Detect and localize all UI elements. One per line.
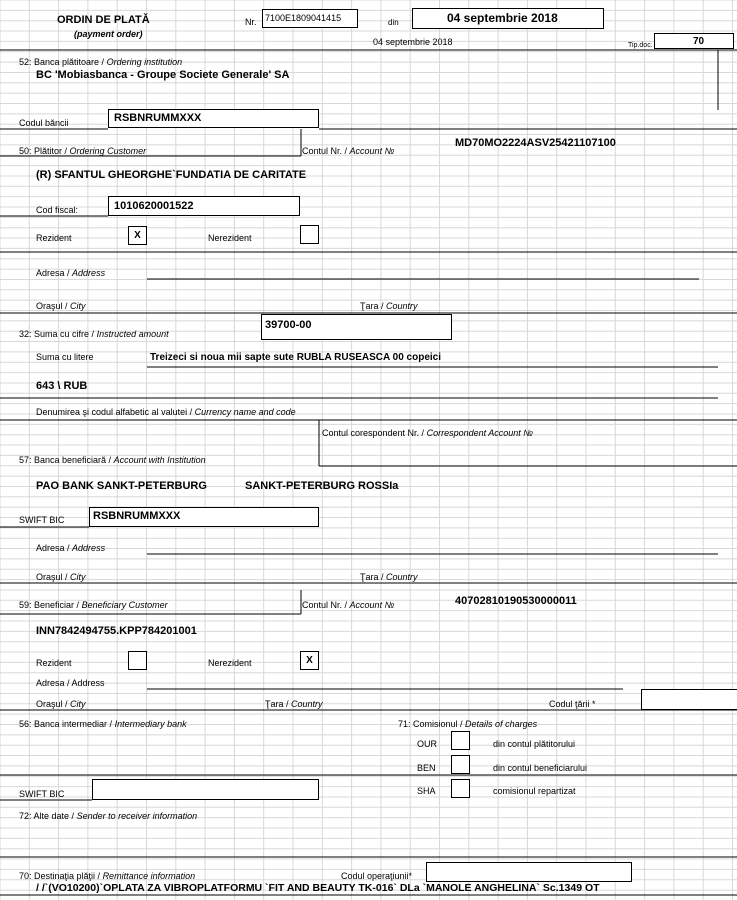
nonresident-label: Nerezident	[208, 233, 252, 243]
intermediary-swift-field[interactable]	[92, 779, 319, 800]
ordering-customer-name: (R) SFANTUL GHEORGHE`FUNDATIA DE CARITATE	[36, 169, 307, 181]
charges-option-code: SHA	[417, 786, 436, 796]
other-info-label: 72: Alte date / Sender to receiver information	[19, 811, 198, 821]
beneficiary-account-label: Contul Nr. / Account №	[302, 600, 395, 610]
charges-label: 71: Comisionul / Details of charges	[398, 719, 538, 729]
correspondent-account-label: Contul corespondent Nr. / Correspondent Account №	[322, 428, 534, 438]
beneficiary-city-label: Oraşul / City	[36, 699, 86, 709]
beneficiary-bank-address-label: Adresa / Address	[36, 543, 106, 553]
beneficiary-nonresident-checkbox[interactable]: X	[300, 651, 319, 670]
amount-label: 32: Suma cu cifre / Instructed amount	[19, 329, 169, 339]
currency-value: 643 \ RUB	[36, 380, 88, 392]
amount-value: 39700-00	[265, 319, 312, 331]
form-title: ORDIN DE PLATĂ	[57, 14, 150, 26]
din-label: din	[388, 18, 399, 27]
tipdoc-value: 70	[693, 36, 705, 47]
beneficiary-country-label: Ţara / Country	[265, 699, 323, 709]
nr-label: Nr.	[245, 17, 257, 27]
operation-code-field[interactable]	[426, 862, 632, 882]
country-code-field[interactable]	[641, 689, 737, 710]
beneficiary-bank-name: PAO BANK SANKT-PETERBURG	[36, 480, 207, 492]
remittance-value: / /`(VO10200)`OPLATA ZA VIBROPLATFORMU `FIT AND BEAUTY TK-016` DLa `MANOLE ANGHELINA` Sc.1349 OT	[36, 882, 600, 894]
beneficiary-bank-label: 57: Banca beneficiară / Account with Institution	[19, 455, 206, 465]
ordering-country-label: Ţara / Country	[360, 301, 418, 311]
beneficiary-resident-checkbox[interactable]	[128, 651, 147, 670]
charges-option-code: OUR	[417, 739, 437, 749]
remittance-label: 70: Destinaţia plăţii / Remittance information	[19, 871, 196, 881]
ordering-account-value: MD70MO2224ASV25421107100	[455, 137, 616, 149]
charges-option-desc: din contul beneficiarului	[493, 763, 588, 773]
currency-label: Denumirea şi codul alfabetic al valutei / Currency name and code	[36, 407, 296, 417]
intermediary-swift-label: SWIFT BIC	[19, 789, 65, 799]
charges-our-checkbox[interactable]	[451, 731, 470, 750]
charges-ben-checkbox[interactable]	[451, 755, 470, 774]
beneficiary-swift-field[interactable]	[89, 507, 319, 527]
beneficiary-swift-value: RSBNRUMMXXX	[93, 510, 181, 522]
beneficiary-bank-location: SANKT-PETERBURG ROSSIa	[245, 480, 399, 492]
nr-field[interactable]	[262, 9, 358, 28]
fiscal-code-value: 1010620001522	[114, 200, 194, 212]
ordering-bank-name: BC 'Mobiasbanca - Groupe Societe Generale' SA	[36, 69, 290, 81]
bank-code-value: RSBNRUMMXXX	[114, 112, 202, 124]
operation-code-label: Codul operaţiunii*	[341, 871, 413, 881]
beneficiary-bank-city-label: Oraşul / City	[36, 572, 86, 582]
charges-option-desc: comisionul repartizat	[493, 786, 576, 796]
amount-words-label: Suma cu litere	[36, 352, 94, 362]
beneficiary-resident-label: Rezident	[36, 658, 72, 668]
intermediary-bank-label: 56: Banca intermediar / Intermediary bank	[19, 719, 187, 729]
date-value: 04 septembrie 2018	[447, 11, 558, 25]
beneficiary-label: 59: Beneficiar / Beneficiary Customer	[19, 600, 168, 610]
tipdoc-field[interactable]	[654, 33, 734, 49]
charges-sha-checkbox[interactable]	[451, 779, 470, 798]
date-small: 04 septembrie 2018	[373, 37, 453, 47]
beneficiary-bank-country-label: Ţara / Country	[360, 572, 418, 582]
form-subtitle: (payment order)	[74, 29, 143, 39]
charges-option-code: BEN	[417, 763, 436, 773]
charges-option-desc: din contul plătitorului	[493, 739, 576, 749]
fiscal-code-label: Cod fiscal:	[36, 205, 79, 215]
resident-label: Rezident	[36, 233, 72, 243]
nonresident-checkbox[interactable]	[300, 225, 319, 244]
ordering-address-label: Adresa / Address	[36, 268, 106, 278]
bank-code-label: Codul băncii	[19, 118, 69, 128]
fiscal-code-field[interactable]	[108, 196, 300, 216]
ordering-account-label: Contul Nr. / Account №	[302, 146, 395, 156]
beneficiary-address-label: Adresa / Address	[36, 678, 105, 688]
ordering-bank-label: 52: Banca plătitoare / Ordering institution	[19, 57, 183, 67]
date-field[interactable]	[412, 8, 604, 29]
nr-value: 7100E1809041415	[265, 13, 342, 23]
beneficiary-swift-label: SWIFT BIC	[19, 515, 65, 525]
tipdoc-label: Tip.doc.	[628, 42, 653, 49]
beneficiary-account-value: 40702810190530000011	[455, 595, 577, 607]
beneficiary-nonresident-label: Nerezident	[208, 658, 252, 668]
resident-checkbox[interactable]: X	[128, 226, 147, 245]
country-code-label: Codul ţării *	[549, 699, 596, 709]
beneficiary-id-value: INN7842494755.KPP784201001	[36, 625, 197, 637]
ordering-city-label: Oraşul / City	[36, 301, 86, 311]
bank-code-field[interactable]	[108, 109, 319, 128]
amount-words-value: Treizeci si noua mii sapte sute RUBLA RUSEASCA 00 copeici	[150, 352, 442, 363]
amount-field[interactable]	[261, 314, 452, 340]
ordering-customer-label: 50: Plătitor / Ordering Customer	[19, 146, 147, 156]
